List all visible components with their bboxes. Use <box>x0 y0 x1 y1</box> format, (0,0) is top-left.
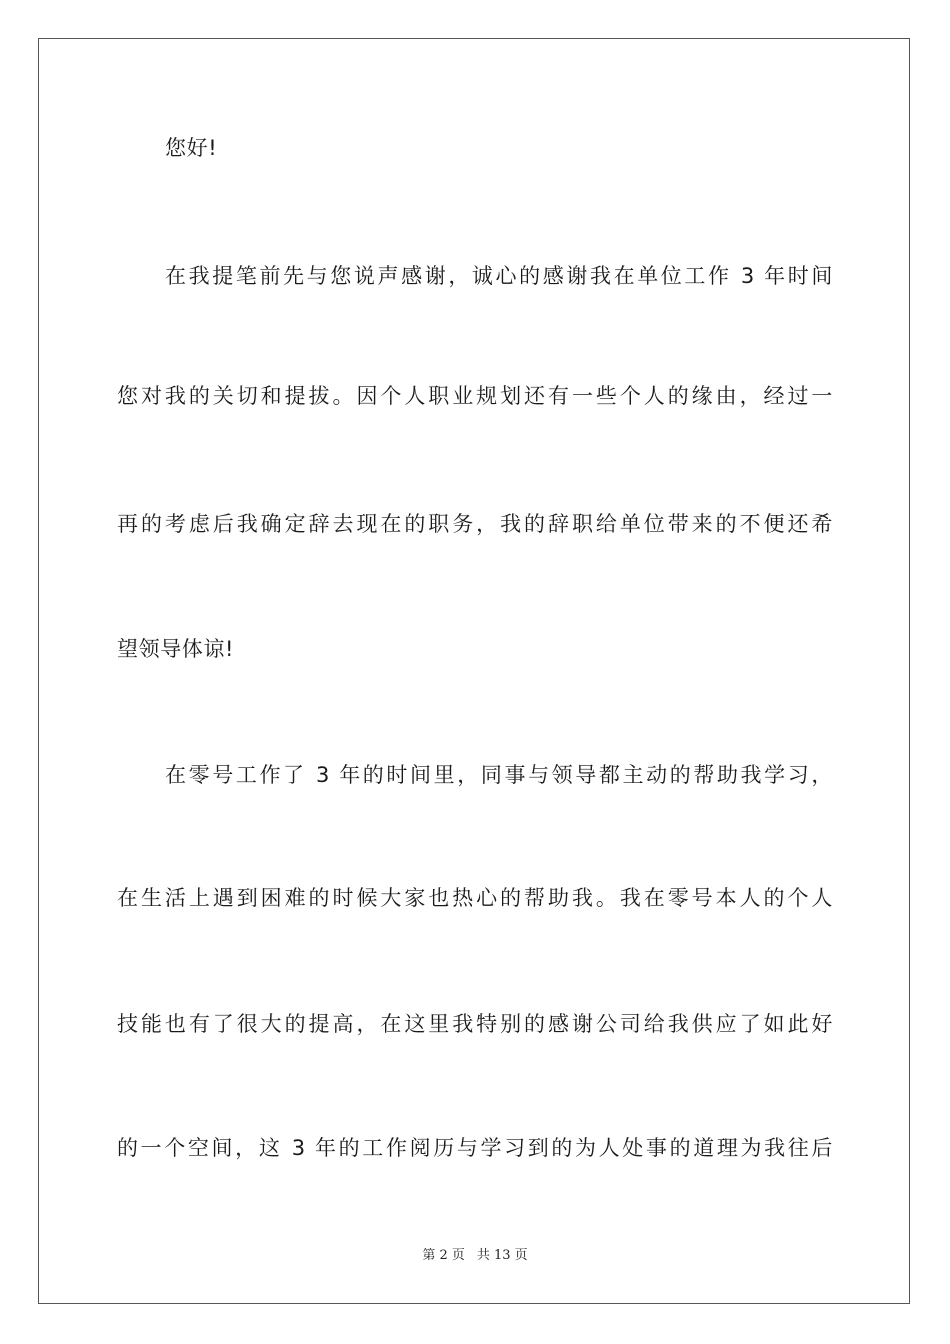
paragraph-line: 您对我的关切和提拔。因个人职业规划还有一些个人的缘由，经过一 <box>117 384 833 408</box>
page-frame <box>38 38 910 1304</box>
paragraph-line: 在生活上遇到困难的时候大家也热心的帮助我。我在零号本人的个人 <box>117 886 833 910</box>
page-number: 第 2 页 <box>422 1248 465 1263</box>
greeting: 您好! <box>165 136 218 160</box>
page-total: 共 13 页 <box>476 1248 528 1263</box>
paragraph-line: 望领导体谅! <box>117 637 235 661</box>
paragraph-line: 在我提笔前先与您说声感谢，诚心的感谢我在单位工作 3 年时间 <box>165 264 833 288</box>
paragraph-line: 技能也有了很大的提高，在这里我特别的感谢公司给我供应了如此好 <box>117 1012 833 1036</box>
page-footer <box>0 1247 950 1265</box>
paragraph-line: 的一个空间，这 3 年的工作阅历与学习到的为人处事的道理为我往后 <box>117 1136 833 1160</box>
paragraph-line: 在零号工作了 3 年的时间里，同事与领导都主动的帮助我学习， <box>165 763 833 787</box>
paragraph-line: 再的考虑后我确定辞去现在的职务，我的辞职给单位带来的不便还希 <box>117 512 833 536</box>
